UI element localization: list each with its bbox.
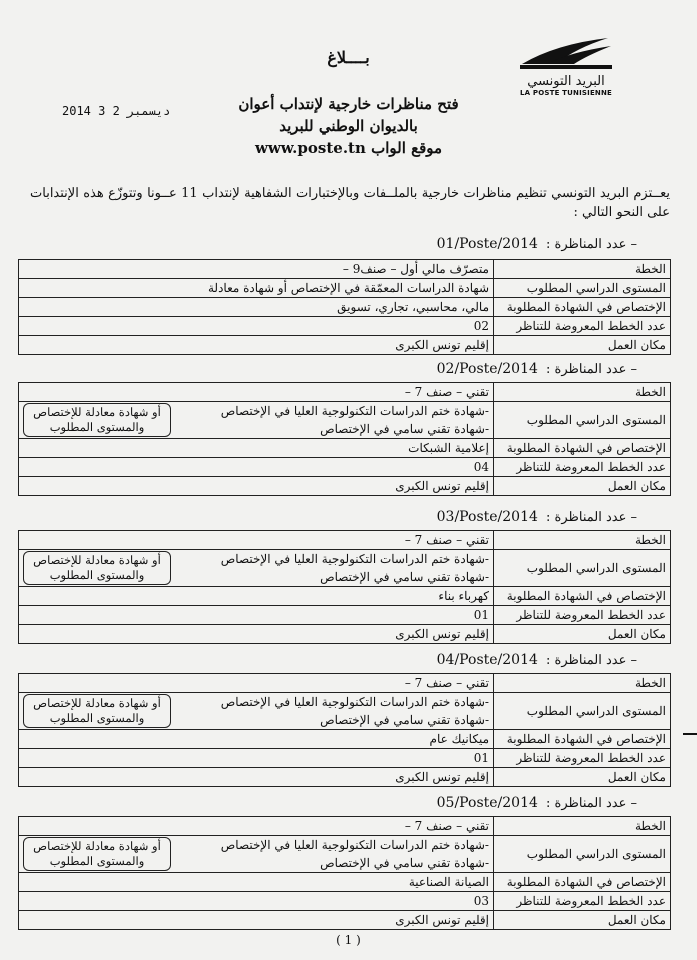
competition-table-3 — [18, 530, 671, 644]
table-row — [19, 606, 671, 625]
table-row — [19, 749, 671, 768]
label-workplace: مكان العمل — [494, 911, 671, 930]
label-grade: الخطة — [494, 260, 671, 279]
table-row — [19, 817, 671, 836]
label-posts: عدد الخطط المعروضة للتناظر — [494, 892, 671, 911]
table-row — [19, 693, 671, 730]
label-level: المستوى الدراسي المطلوب — [494, 279, 671, 298]
label-grade: الخطة — [494, 674, 671, 693]
table-row — [19, 625, 671, 644]
table-row — [19, 402, 671, 439]
competition-table-4 — [18, 673, 671, 787]
level-line-1: -شهادة ختم الدراسات التكنولوجية العليا في الإختصاص — [220, 404, 489, 418]
table-row — [19, 279, 671, 298]
equivalence-note: أو شهادة معادلة للإختصاص والمستوى المطلوب — [23, 837, 171, 871]
handwritten-date: 2014 ديسمبر 2 3 — [62, 104, 171, 118]
equivalence-note: أو شهادة معادلة للإختصاص والمستوى المطلوب — [23, 694, 171, 728]
competition-title — [437, 795, 637, 811]
label-workplace: مكان العمل — [494, 768, 671, 787]
competition-table-1 — [18, 259, 671, 355]
label-workplace: مكان العمل — [494, 625, 671, 644]
value-grade: تقني – صنف 7 – — [19, 674, 494, 693]
level-line-1: -شهادة ختم الدراسات التكنولوجية العليا في الإختصاص — [220, 552, 489, 566]
label-specialty: الإختصاص في الشهادة المطلوبة — [494, 730, 671, 749]
value-workplace: إقليم تونس الكبرى — [19, 911, 494, 930]
logo-arabic-text: البريد التونسي — [527, 74, 605, 89]
value-level: شهادة الدراسات المعمّقة في الإختصاص أو شهادة معادلة — [19, 279, 494, 298]
label-level: المستوى الدراسي المطلوب — [494, 693, 671, 730]
table-row — [19, 477, 671, 496]
value-specialty: إعلامية الشبكات — [19, 439, 494, 458]
value-workplace: إقليم تونس الكبرى — [19, 768, 494, 787]
heading-line-1: فتح مناظرات خارجية لإنتداب أعوان — [238, 95, 459, 113]
value-level — [19, 550, 494, 587]
value-specialty: مالي، محاسبي، تجاري، تسويق — [19, 298, 494, 317]
label-posts: عدد الخطط المعروضة للتناظر — [494, 749, 671, 768]
table-row — [19, 873, 671, 892]
level-line-2: -شهادة تقني سامي في الإختصاص — [320, 570, 489, 584]
value-level — [19, 836, 494, 873]
table-row — [19, 674, 671, 693]
level-line-2: -شهادة تقني سامي في الإختصاص — [320, 856, 489, 870]
value-workplace: إقليم تونس الكبرى — [19, 625, 494, 644]
label-posts: عدد الخطط المعروضة للتناظر — [494, 317, 671, 336]
competition-code: 05/Poste/2014 — [436, 795, 538, 811]
competition-code: 03/Poste/2014 — [436, 509, 538, 525]
page-number: ( 1 ) — [336, 933, 361, 947]
value-grade: تقني – صنف 7 – — [19, 531, 494, 550]
table-row — [19, 298, 671, 317]
competition-prefix: – عدد المناظرة : — [546, 796, 637, 811]
table-row — [19, 768, 671, 787]
level-line-1: -شهادة ختم الدراسات التكنولوجية العليا في الإختصاص — [220, 695, 489, 709]
table-row — [19, 336, 671, 355]
value-grade: متصرّف مالي أول – صنف9 – — [19, 260, 494, 279]
table-row — [19, 317, 671, 336]
value-posts: 04 — [19, 458, 494, 477]
level-line-2: -شهادة تقني سامي في الإختصاص — [320, 422, 489, 436]
label-workplace: مكان العمل — [494, 477, 671, 496]
value-level — [19, 402, 494, 439]
table-row — [19, 531, 671, 550]
table-row — [19, 587, 671, 606]
value-workplace: إقليم تونس الكبرى — [19, 336, 494, 355]
heading-line-2: بالديوان الوطني للبريد — [279, 117, 418, 135]
value-posts: 03 — [19, 892, 494, 911]
competition-title — [437, 652, 637, 668]
competition-table-2 — [18, 382, 671, 496]
label-specialty: الإختصاص في الشهادة المطلوبة — [494, 587, 671, 606]
label-grade: الخطة — [494, 817, 671, 836]
label-grade: الخطة — [494, 531, 671, 550]
equivalence-note: أو شهادة معادلة للإختصاص والمستوى المطلوب — [23, 551, 171, 585]
label-grade: الخطة — [494, 383, 671, 402]
label-posts: عدد الخطط المعروضة للتناظر — [494, 606, 671, 625]
table-row — [19, 439, 671, 458]
level-line-2: -شهادة تقني سامي في الإختصاص — [320, 713, 489, 727]
value-workplace: إقليم تونس الكبرى — [19, 477, 494, 496]
table-row — [19, 730, 671, 749]
competition-title — [437, 236, 637, 252]
value-grade: تقني – صنف 7 – — [19, 817, 494, 836]
value-specialty: ميكانيك عام — [19, 730, 494, 749]
competition-prefix: – عدد المناظرة : — [546, 362, 637, 377]
label-specialty: الإختصاص في الشهادة المطلوبة — [494, 439, 671, 458]
label-level: المستوى الدراسي المطلوب — [494, 402, 671, 439]
competition-table-5 — [18, 816, 671, 930]
label-specialty: الإختصاص في الشهادة المطلوبة — [494, 298, 671, 317]
value-posts: 01 — [19, 606, 494, 625]
value-level — [19, 693, 494, 730]
table-row — [19, 892, 671, 911]
label-level: المستوى الدراسي المطلوب — [494, 836, 671, 873]
competition-code: 02/Poste/2014 — [436, 361, 538, 377]
table-row — [19, 260, 671, 279]
value-posts: 02 — [19, 317, 494, 336]
value-posts: 01 — [19, 749, 494, 768]
label-specialty: الإختصاص في الشهادة المطلوبة — [494, 873, 671, 892]
table-row — [19, 383, 671, 402]
value-grade: تقني – صنف 7 – — [19, 383, 494, 402]
equivalence-note: أو شهادة معادلة للإختصاص والمستوى المطلوب — [23, 403, 171, 437]
label-workplace: مكان العمل — [494, 336, 671, 355]
competition-prefix: – عدد المناظرة : — [546, 237, 637, 252]
competition-prefix: – عدد المناظرة : — [546, 653, 637, 668]
label-posts: عدد الخطط المعروضة للتناظر — [494, 458, 671, 477]
logo-french-text: LA POSTE TUNISIENNE — [519, 89, 613, 97]
competition-code: 01/Poste/2014 — [436, 236, 538, 252]
table-row — [19, 911, 671, 930]
notice-title: بــــلاغ — [327, 48, 370, 67]
value-specialty: كهرباء بناء — [19, 587, 494, 606]
competition-title — [437, 361, 637, 377]
intro-paragraph: يعــتزم البريد التونسي تنظيم مناظرات خارجية بالملــفات وبالإختبارات الشفاهية لإنتداب 11 عــونا وتتوزّع هذه الإنتدابات على النحو التالي : — [30, 186, 671, 220]
table-row — [19, 550, 671, 587]
value-specialty: الصيانة الصناعية — [19, 873, 494, 892]
competition-code: 04/Poste/2014 — [436, 652, 538, 668]
competition-title — [437, 509, 637, 525]
table-row — [19, 458, 671, 477]
heading-line-3: موقع الواب www.poste.tn — [254, 139, 443, 157]
label-level: المستوى الدراسي المطلوب — [494, 550, 671, 587]
table-row — [19, 836, 671, 873]
competition-prefix: – عدد المناظرة : — [546, 510, 637, 525]
level-line-1: -شهادة ختم الدراسات التكنولوجية العليا في الإختصاص — [220, 838, 489, 852]
margin-mark — [683, 733, 697, 735]
